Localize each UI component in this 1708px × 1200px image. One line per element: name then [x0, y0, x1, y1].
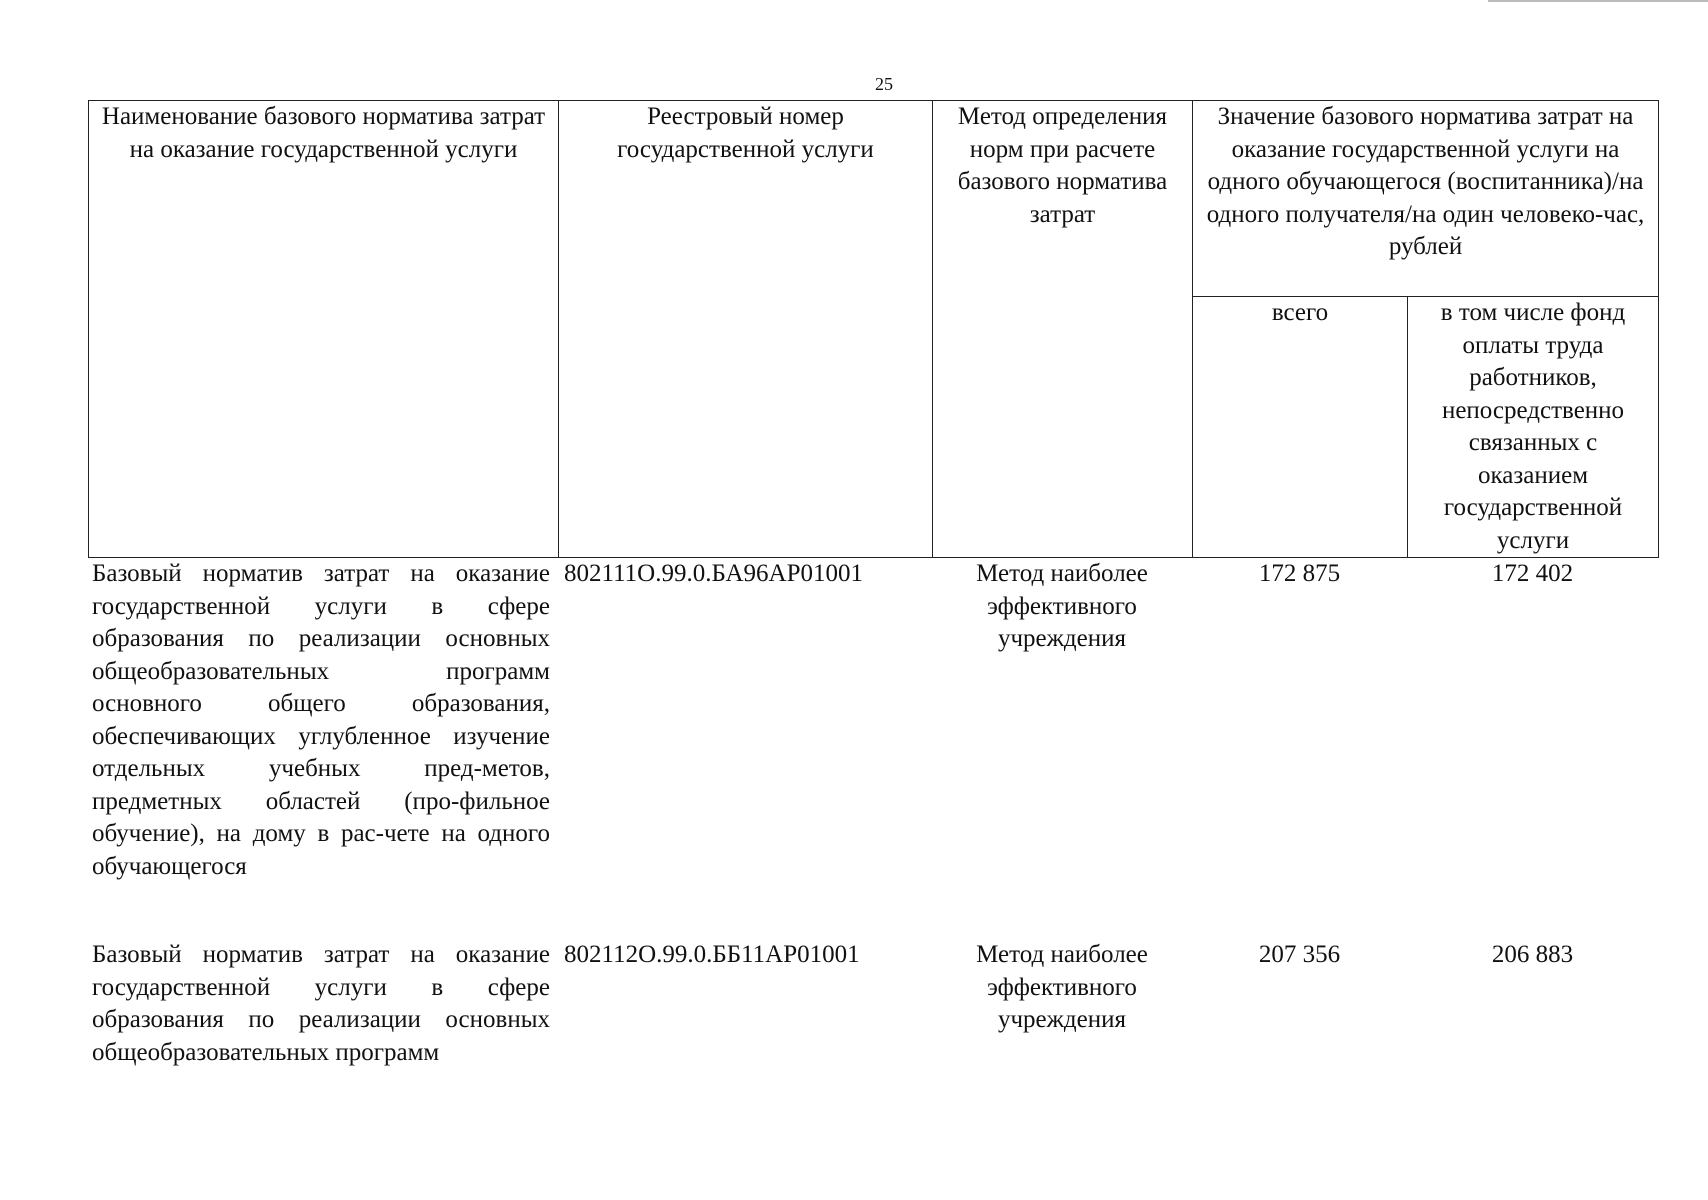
scan-edge-mark: [1488, 0, 1708, 2]
row-total: 172 875: [1258, 560, 1341, 587]
table-row: [88, 558, 1658, 883]
header-method: Метод определения норм при расчете базового норматива затрат: [933, 101, 1193, 558]
row-registry-number: 802111О.99.0.БА96АР01001: [564, 560, 863, 587]
row-payroll: 206 883: [1491, 941, 1574, 968]
row-registry-number: 802112О.99.0.ББ11АР01001: [564, 941, 860, 968]
row-payroll: 172 402: [1491, 560, 1574, 587]
row-method: Метод наиболее эффективного учреждения: [976, 560, 1148, 652]
row-method: Метод наиболее эффективного учреждения: [976, 941, 1148, 1033]
row-total: 207 356: [1258, 941, 1341, 968]
header-value-group: Значение базового норматива затрат на оказание государственной услуги на одного обучающегося (воспитанника)/на одного получателя/на один человеко-час, рублей: [1193, 101, 1659, 297]
page-number: 25: [875, 74, 893, 94]
table-header: [88, 100, 1659, 558]
header-name: Наименование базового норматива затрат на оказание государственной услуги: [89, 101, 559, 558]
table-row: [88, 939, 1658, 1069]
row-name: Базовый норматив затрат на оказание государственной услуги в сфере образования по реализации основных общеобразовательных программ: [92, 941, 550, 1066]
header-payroll: в том числе фонд оплаты труда работников, непосредственно связанных с оказанием государственной услуги: [1408, 297, 1659, 558]
header-total: всего: [1193, 297, 1408, 558]
row-name: Базовый норматив затрат на оказание государственной услуги в сфере образования по реализации основных общеобразовательных программ основного общего образования, обеспечивающих углубленное изучение отдельных учебных пред-метов, предметных областей (про-фильное обучение), на дому в рас-чете на одного обучающегося: [92, 560, 550, 880]
header-registry: Реестровый номер государственной услуги: [559, 101, 933, 558]
